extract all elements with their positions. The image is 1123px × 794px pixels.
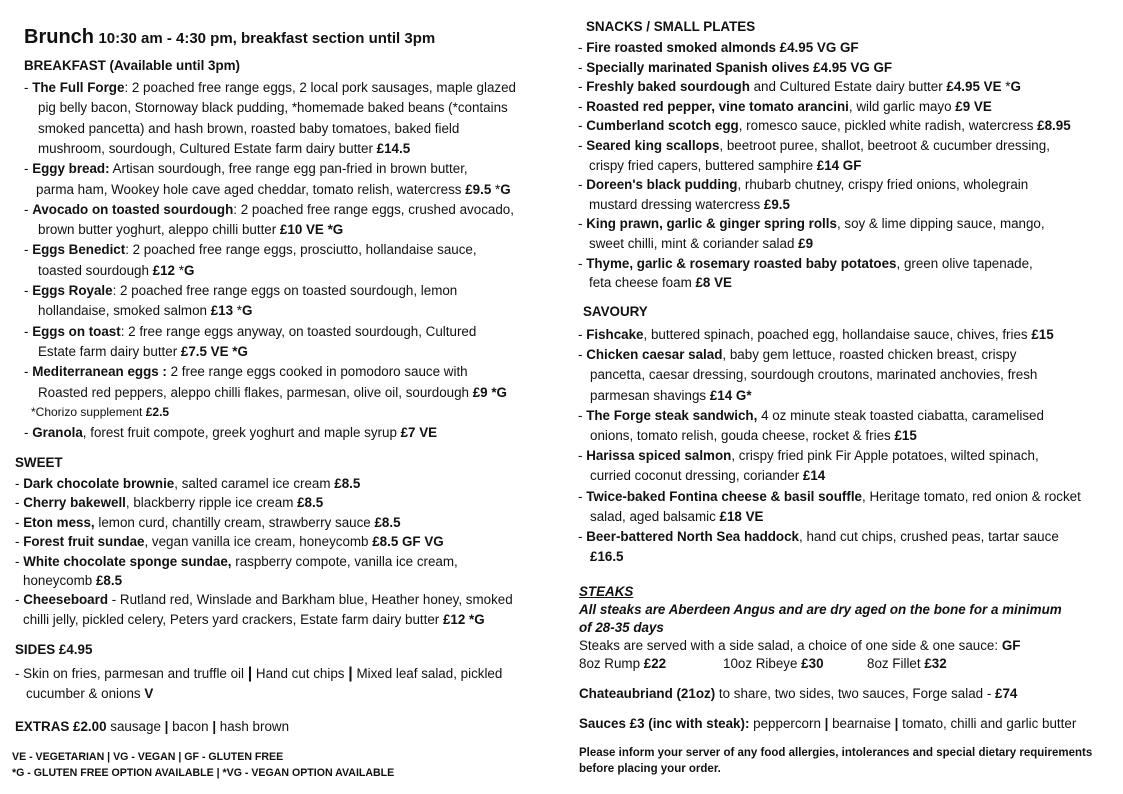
- allergy-line-2: before placing your order.: [579, 763, 721, 775]
- menu-line: - Chicken caesar salad, baby gem lettuce, roasted chicken breast, crispy: [578, 347, 1017, 363]
- menu-line: salad, aged balsamic £18 VE: [590, 508, 764, 524]
- menu-line: - Cumberland scotch egg, romesco sauce, pickled white radish, watercress £8.95: [578, 118, 1071, 134]
- steak-ribeye: 10oz Ribeye £30: [723, 656, 824, 671]
- menu-line: - Roasted red pepper, vine tomato arancini, wild garlic mayo £9 VE: [578, 98, 992, 114]
- menu-line: crispy fried capers, buttered samphire £14 GF: [589, 157, 862, 173]
- menu-line: - Beer-battered North Sea haddock, hand cut chips, crushed peas, tartar sauce: [578, 529, 1059, 544]
- menu-line: honeycomb £8.5: [23, 573, 123, 588]
- steak-fillet: 8oz Fillet £32: [867, 656, 947, 671]
- menu-line: - Fire roasted smoked almonds £4.95 VG GF: [578, 40, 859, 55]
- steaks-note-line-2: of 28-35 days: [579, 620, 664, 635]
- brunch-hours: 10:30 am - 4:30 pm, breakfast section until 3pm: [98, 30, 436, 47]
- menu-line: - Fishcake, buttered spinach, poached egg, hollandaise sauce, chives, fries £15: [578, 327, 1054, 342]
- menu-line: - Mediterranean eggs : 2 free range eggs cooked in pomodoro sauce with: [24, 364, 468, 380]
- sides-line-1: - Skin on fries, parmesan and truffle oil | Hand cut chips | Mixed leaf salad, pickled: [15, 665, 503, 682]
- menu-line: - Thyme, garlic & rosemary roasted baby potatoes, green olive tapenade,: [578, 255, 1033, 271]
- menu-line: - Eggs Royale: 2 poached free range eggs on toasted sourdough, lemon: [24, 283, 458, 298]
- menu-line: - Avocado on toasted sourdough: 2 poached free range eggs, crushed avocado,: [24, 201, 514, 217]
- menu-line: - Forest fruit sundae, vegan vanilla ice cream, honeycomb £8.5 GF VG: [15, 534, 444, 550]
- menu-line: parma ham, Wookey hole cave aged cheddar, tomato relish, watercress £9.5 *G: [36, 181, 511, 197]
- breakfast-heading: BREAKFAST (Available until 3pm): [24, 58, 241, 73]
- snacks-heading: SNACKS / SMALL PLATES: [586, 19, 756, 34]
- menu-line: pancetta, caesar dressing, sourdough croutons, marinated anchovies, fresh: [590, 367, 1038, 383]
- menu-line: chilli jelly, pickled celery, Peters yard crackers, Estate farm dairy butter £12 *G: [23, 611, 485, 627]
- menu-line: pig belly bacon, Stornoway black pudding, *homemade baked beans (*contains: [38, 100, 508, 116]
- menu-line: - Eggs on toast: 2 free range eggs anyway, on toasted sourdough, Cultured: [24, 323, 477, 339]
- menu-line: - Cheeseboard - Rutland red, Winslade and Barkham blue, Heather honey, smoked: [15, 592, 513, 608]
- menu-line: mustard dressing watercress £9.5: [589, 196, 790, 212]
- menu-line: - Eggs Benedict: 2 poached free range eggs, prosciutto, hollandaise sauce,: [24, 242, 477, 258]
- menu-line: - Doreen's black pudding, rhubarb chutney, crispy fried onions, wholegrain: [578, 177, 1029, 193]
- menu-line: curried coconut dressing, coriander £14: [590, 468, 826, 484]
- menu-line: hollandaise, smoked salmon £13 *G: [38, 303, 253, 319]
- menu-line: £16.5: [590, 549, 624, 565]
- menu-line: - Cherry bakewell, blackberry ripple ice cream £8.5: [15, 495, 324, 511]
- sides-line-2: cucumber & onions V: [26, 686, 154, 701]
- menu-line: - Freshly baked sourdough and Cultured Estate dairy butter £4.95 VE *G: [578, 79, 1021, 95]
- brunch-header: [24, 26, 435, 49]
- sides-heading: SIDES £4.95: [15, 642, 93, 657]
- menu-line: feta cheese foam £8 VE: [589, 275, 732, 291]
- menu-line: sweet chilli, mint & coriander salad £9: [589, 236, 814, 251]
- legend-line-2: *G - GLUTEN FREE OPTION AVAILABLE | *VG - VEGAN OPTION AVAILABLE: [12, 767, 395, 779]
- menu-line: onions, tomato relish, gouda cheese, rocket & fries £15: [590, 428, 917, 443]
- extras-label: EXTRAS £2.00: [15, 719, 107, 734]
- menu-line: - Eton mess, lemon curd, chantilly cream, strawberry sauce £8.5: [15, 514, 401, 530]
- menu-line: smoked pancetta) and hash brown, roasted baby tomatoes, baked field: [38, 120, 460, 136]
- menu-line: - Dark chocolate brownie, salted caramel ice cream £8.5: [15, 476, 361, 491]
- menu-line: - The Full Forge: 2 poached free range eggs, 2 local pork sausages, maple glazed: [24, 80, 516, 95]
- menu-line: - Granola, forest fruit compote, greek yoghurt and maple syrup £7 VE: [24, 424, 438, 440]
- menu-line: - White chocolate sponge sundae, raspberry compote, vanilla ice cream,: [15, 553, 458, 569]
- menu-line: - The Forge steak sandwich, 4 oz minute steak toasted ciabatta, caramelised: [578, 407, 1044, 423]
- extras-line: EXTRAS £2.00 sausage | bacon | hash brown: [15, 719, 290, 734]
- menu-line: Roasted red peppers, aleppo chilli flakes, parmesan, olive oil, sourdough £9 *G: [38, 384, 507, 400]
- menu-line: - Specially marinated Spanish olives £4.95 VG GF: [578, 59, 893, 75]
- menu-line: Estate farm dairy butter £7.5 VE *G: [38, 343, 248, 359]
- menu-line: - Harissa spiced salmon, crispy fried pink Fir Apple potatoes, wilted spinach,: [578, 448, 1039, 464]
- menu-line: - King prawn, garlic & ginger spring rolls, soy & lime dipping sauce, mango,: [578, 216, 1045, 232]
- chateaubriand-line: Chateaubriand (21oz) to share, two sides, two sauces, Forge salad - £74: [579, 686, 1018, 701]
- legend-line-1: VE - VEGETARIAN | VG - VEGAN | GF - GLUTEN FREE: [12, 751, 284, 763]
- steaks-heading: STEAKS: [579, 584, 634, 599]
- menu-line: brown butter yoghurt, aleppo chilli butter £10 VE *G: [38, 222, 344, 238]
- menu-line: parmesan shavings £14 G*: [590, 387, 752, 403]
- steaks-served: Steaks are served with a side salad, a choice of one side & one sauce: GF: [579, 638, 1021, 653]
- menu-line: *Chorizo supplement £2.5: [31, 404, 170, 419]
- menu-line: toasted sourdough £12 *G: [38, 262, 195, 278]
- allergy-line-1: Please inform your server of any food allergies, intolerances and special dietary requirements: [579, 747, 1093, 759]
- sauces-line: Sauces £3 (inc with steak): peppercorn | bearnaise | tomato, chilli and garlic butter: [579, 716, 1077, 731]
- menu-line: mushroom, sourdough, Cultured Estate farm dairy butter £14.5: [38, 140, 411, 156]
- steaks-note-line-1: All steaks are Aberdeen Angus and are dry aged on the bone for a minimum: [579, 602, 1062, 617]
- sweet-heading: SWEET: [15, 455, 63, 470]
- steak-rump: 8oz Rump £22: [579, 656, 667, 671]
- savoury-heading: SAVOURY: [583, 304, 648, 319]
- menu-line: - Eggy bread: Artisan sourdough, free range egg pan-fried in brown butter,: [24, 161, 468, 177]
- brunch-title: Brunch: [24, 26, 94, 48]
- menu-line: - Twice-baked Fontina cheese & basil souffle, Heritage tomato, red onion & rocket: [578, 488, 1081, 504]
- menu-line: - Seared king scallops, beetroot puree, shallot, beetroot & cucumber dressing,: [578, 138, 1050, 153]
